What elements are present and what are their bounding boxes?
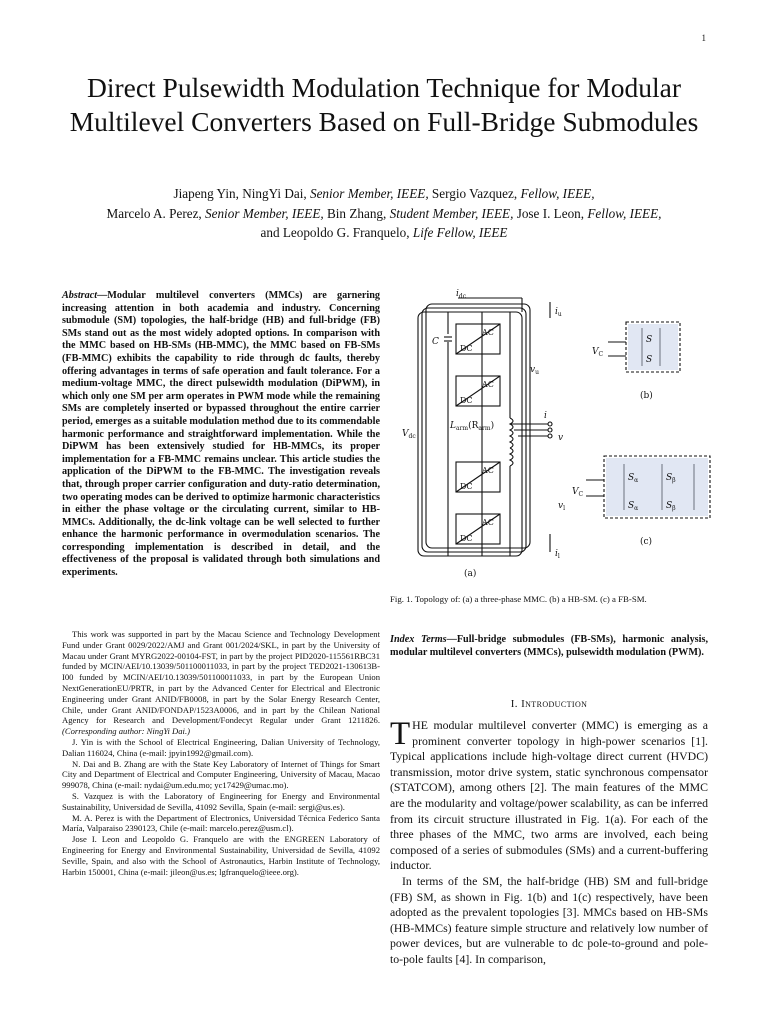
larm-label: $L_{arm}(R_{arm})$ [450, 421, 495, 432]
hb-switch-lower-label: S [646, 355, 653, 365]
author-membership: Senior Member, IEEE, [309, 186, 429, 201]
affiliation-dai-zhang: N. Dai and B. Zhang are with the State Key Laboratory of Internet of Things for Smart City and Department of Electrical and Computer Engineering, University of Macau, Macao 999078, China (e-mail: nydai@um.edu.mo; yc17429@umac.mo). [62, 758, 380, 791]
author-membership: Fellow, IEEE, [587, 205, 662, 221]
vu-label: $v_u$ [530, 365, 539, 376]
section-title: Introduction [521, 698, 588, 710]
figure-caption: Fig. 1. Topology of: (a) a three-phase MMC. (b) a HB-SM. (c) a FB-SM. [390, 594, 647, 604]
caption-a: (a) [464, 569, 477, 579]
author-names: Sergio Vazquez, [428, 186, 521, 201]
author-names: Jose I. Leon, [513, 205, 588, 221]
corresponding-author: (Corresponding author: NingYi Dai.) [62, 726, 190, 737]
affiliation-perez: M. A. Perez is with the Department of Electronics, Universidad Técnica Federico Santa María, Valparaiso 2390123, Chile (e-mail: marcelo.perez@usm.cl). [62, 812, 380, 834]
abstract-text: —Modular multilevel converters (MMCs) are garnering increasing attention in both academia and industry. Concerning submodule (SM) topologies, the half-bridge (HB) and full-bridge (FB) SMs stand out as the most widely adopted options. In comparison with the MMC based on HB-SMs (HB-MMC), the MMC based on FB-SMs (FB-MMC) exhibits the capability to ride through dc faults, thereby offering advantages in terms of safe operation and fault tolerance. For a medium-voltage MMC, the direct pulsewidth modulation (DiPWM), in which only one SM per arm operates in PWM mode while the remaining SMs are completely inserted or bypassed throughout the entire carrier period, emerges as a suitable modulation method due to its commendable harmonic performance and straightforward implementation. While the DiPWM has been extensively studied for HB-MMCs, its proper implementation for a FB-MMC remains unclear. This article studies the application of the DiPWM to the FB-MMC. The investigation reveals that, through proper carrier configuration and duty-ratio determination, two operating modes can be derived to optimize harmonic characteristics in either the phase voltage or the circulating current, similar to HB-MMCs. Additionally, the dc-link voltage can be well selected to further enhance the harmonic performance in overmodulation scenarios. The corresponding implementation is described in detail, and the effectiveness of the proposal is validated through both simulations and experiments. [62, 290, 380, 579]
introduction-body [390, 718, 708, 968]
index-terms [390, 634, 708, 660]
fb-switch-beta-lower-label: $S_\beta$ [666, 501, 676, 512]
author-membership: Senior Member, IEEE, [205, 205, 324, 221]
capacitor-label: C [432, 337, 439, 347]
author-membership: Life Fellow, IEEE [412, 225, 508, 240]
intro-paragraph-1-text: HE modular multilevel converter (MMC) is emerging as a prominent converter topology in high-power scenarios [1]. Typical applications include high-voltage direct current (HVDC) transmission, motor drive system, static synchronous compensator (STATCOM), among others [2]. The main features of the MMC are the modularity and voltage/power scalability, as can be inferred from its circuit structure illustrated in Fig. 1(a). For each of the three phases of the MMC, two arms are involved, each being composed of a series of submodules (SMs) and a current-buffering inductor. [390, 718, 708, 873]
fb-vc-label: $V_C$ [572, 487, 584, 498]
affiliation-yin: J. Yin is with the School of Electrical Engineering, Dalian University of Technology, Dalian 116024, China (e-mail: jpyin1992@gmail.com). [62, 736, 380, 758]
figure-1-topology [398, 284, 714, 584]
sm4-ac-label: AC [482, 518, 494, 527]
sm3-ac-label: AC [482, 466, 494, 475]
affiliation-leon-franquelo: Jose I. Leon and Leopoldo G. Franquelo are with the ENGREEN Laboratory of Engineering for Energy and Environmental Sustainability, Universidad de Sevilla, 41092 Seville, Spain, and also with the School of Astronautics, Harbin Institute of Technology, Harbin 150001, China (e-mail: jileon@us.es; lgfranquelo@ieee.org). [62, 834, 380, 877]
footnotes [62, 629, 380, 877]
page-number: 1 [701, 33, 706, 43]
hb-sm-shading [628, 324, 678, 370]
idc-label: $i_{dc}$ [456, 289, 467, 300]
author-line-1 [40, 184, 728, 204]
hb-vc-label: $V_C$ [592, 347, 604, 358]
caption-b: (b) [640, 391, 653, 401]
v-label: v [558, 433, 564, 443]
section-heading [390, 698, 708, 710]
index-terms-text: —Full-bridge submodules (FB-SMs), harmonic analysis, modular multilevel converters (MMCs), pulsewidth modulation (PWM). [390, 634, 708, 658]
author-names: and Leopoldo G. Franquelo, [260, 225, 413, 240]
section-number: I. [510, 698, 522, 710]
sm3-dc-label: DC [460, 482, 473, 491]
index-terms-label: Index Terms [390, 634, 447, 645]
sm2-ac-label: AC [482, 380, 494, 389]
sm2-dc-label: DC [460, 396, 473, 405]
sm1-ac-label: AC [482, 328, 494, 337]
vl-label: $v_l$ [558, 501, 566, 512]
fb-switch-alpha-lower-label: $S_\alpha$ [628, 501, 639, 512]
author-membership: Student Member, IEEE, [389, 205, 514, 221]
author-membership: Fellow, IEEE, [520, 186, 595, 201]
intro-paragraph-2: In terms of the SM, the half-bridge (HB) SM and full-bridge (FB) SM, as shown in Fig. 1(b) and 1(c) respectively, have been adopted as the prevalent topologies [3]. MMCs based on HB-SMs (HB-MMCs) feature simple structure and relatively low number of power devices, but are vulnerable to dc pole-to-ground and pole-to-pole faults [4]. In comparison, [390, 873, 708, 966]
author-list [40, 184, 728, 243]
abstract [62, 290, 380, 580]
author-line-3 [40, 223, 728, 243]
author-names: Bin Zhang, [323, 205, 390, 221]
caption-c: (c) [640, 537, 653, 547]
drop-cap: T [390, 716, 411, 752]
funding-note [62, 629, 380, 737]
sm1-dc-label: DC [460, 344, 473, 353]
intro-paragraph-1 [390, 718, 708, 874]
author-names: Jiapeng Yin, NingYi Dai, [173, 186, 310, 201]
author-line-2 [40, 204, 728, 224]
vdc-label: $V_{dc}$ [402, 429, 416, 440]
il-label: $i_l$ [555, 549, 560, 560]
i-label: i [544, 411, 547, 421]
author-names: Marcelo A. Perez, [106, 205, 206, 221]
hb-switch-upper-label: S [646, 335, 653, 345]
abstract-label: Abstract [62, 290, 98, 301]
affiliation-vazquez: S. Vazquez is with the Laboratory of Engineering for Energy and Environmental Sustainability, Universidad de Sevilla, 41092 Sevilla, Spain (e-mail: sergi@us.es). [62, 790, 380, 812]
fb-sm-shading [606, 458, 708, 516]
paper-title: Direct Pulsewidth Modulation Technique for Modular Multilevel Converters Based on Full-Bridge Submodules [69, 72, 699, 137]
funding-text: This work was supported in part by the Macau Science and Technology Development Fund under Grant 0029/2022/AMJ and Grant 001/2024/SKL, in part by the University of Macau under Grant MYRG2022-00104-FST, in part by the project PID2020-115561RBC31 funded by MCIN/AEI/10.13039/501100011033, in part by the project TED2021-130613B-I00 funded by MCIN/AEI/10.13039/501100011033, in part by the European Union NextGenerationEU/PRTR, in part by the Advanced Center for Electrical and Electronic Engineering under Grant ANID/FB0008, in part by the Solar Energy Research Center, Chile, under Grant ANID/FONDAP/1523A0006, and in part by the Chilean National Agency for Research and Development/Fondecyt Regular under Grant 1211826. [62, 629, 380, 726]
iu-label: $i_u$ [555, 307, 562, 318]
sm4-dc-label: DC [460, 534, 473, 543]
fb-switch-beta-upper-label: $S_\beta$ [666, 473, 676, 484]
fb-switch-alpha-upper-label: $S_\alpha$ [628, 473, 639, 484]
